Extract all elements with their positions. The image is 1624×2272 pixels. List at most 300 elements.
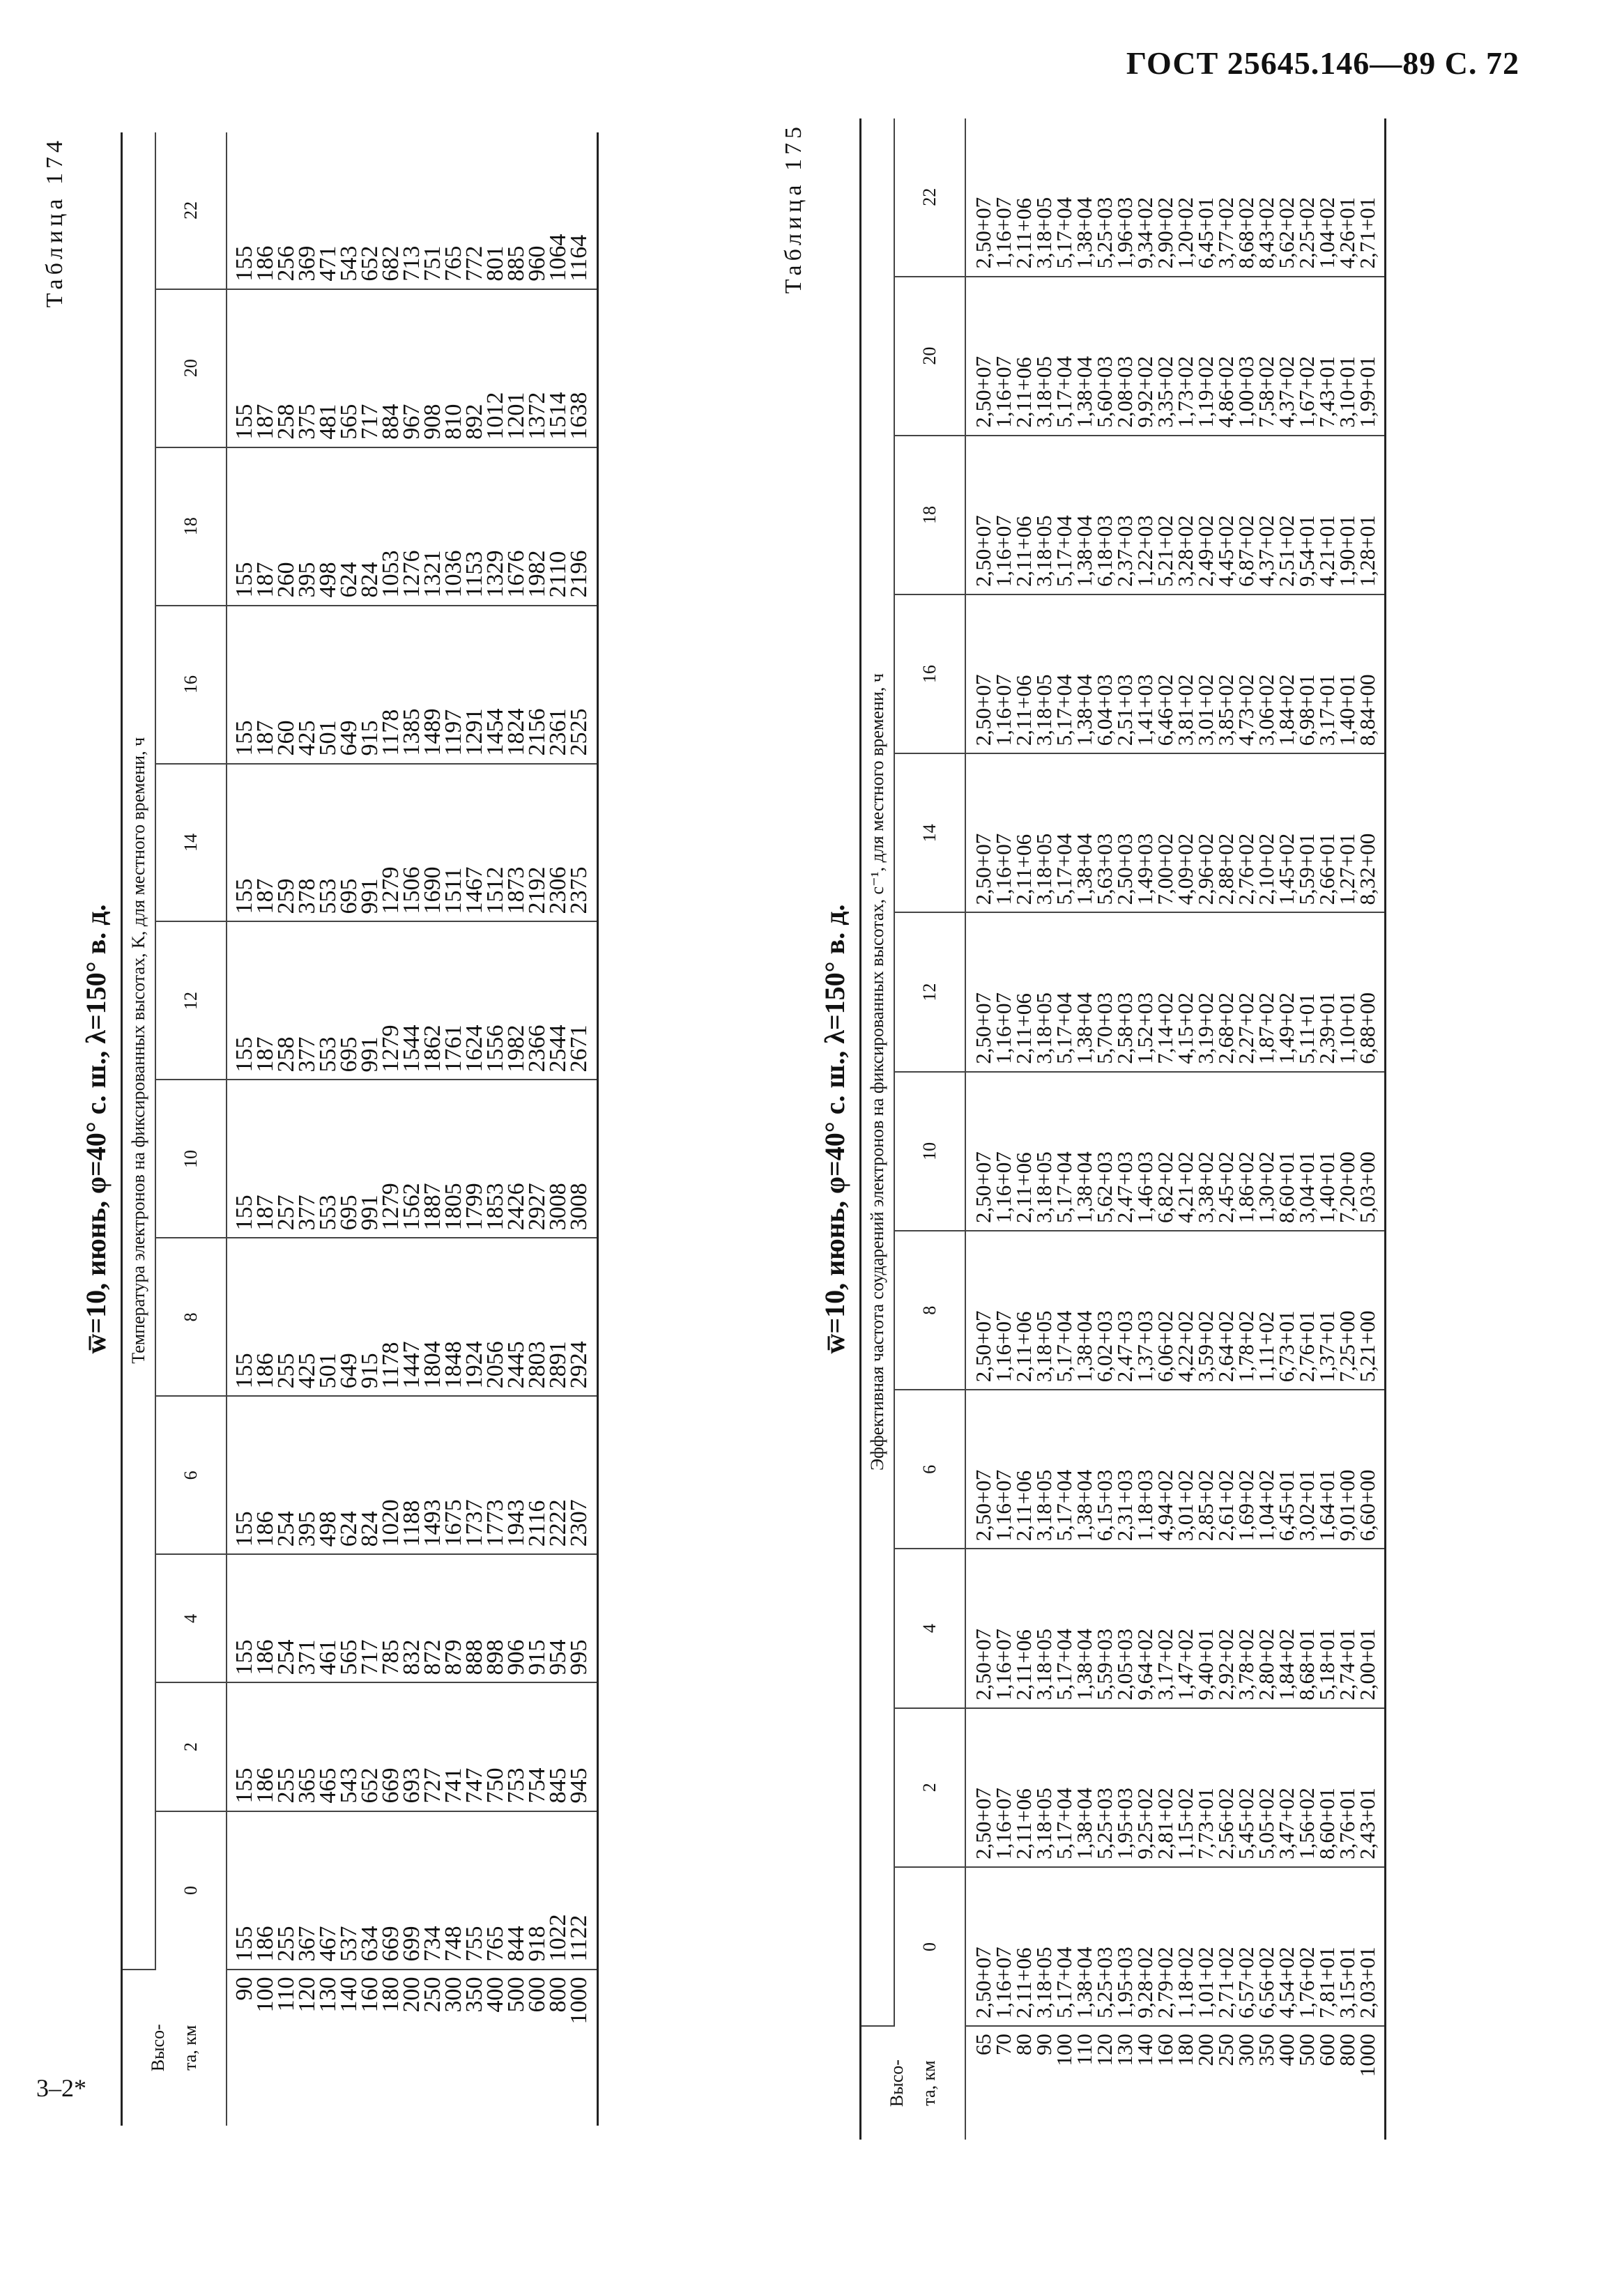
table-cell: 1,96+03 <box>1112 197 1137 269</box>
table-cell: 1,16+07 <box>991 1628 1016 1701</box>
table-cell: 1,38+04 <box>1072 515 1096 588</box>
table-cell: 2,11+06 <box>1011 1152 1036 1223</box>
table-cell: 461 <box>315 1639 341 1675</box>
table-cell: 187 <box>252 720 278 756</box>
table-175-block <box>777 118 1537 2140</box>
table-cell: 2,81+02 <box>1153 1788 1177 1859</box>
table-cell: 5,17+04 <box>1052 197 1076 269</box>
table-cell: 4,09+02 <box>1173 833 1197 905</box>
time-column-header: 4 <box>894 1549 965 1707</box>
table-cell: 915 <box>357 1353 383 1389</box>
table-cell: 367 <box>294 1926 320 1962</box>
table-cell: 2,56+02 <box>1213 1788 1238 1859</box>
table-cell: 991 <box>357 1195 383 1231</box>
table-cell: 8,32+00 <box>1355 833 1379 905</box>
table-cell: 255 <box>273 1767 299 1804</box>
table-cell: 6,87+02 <box>1234 515 1258 588</box>
table-cell: 906 <box>503 1639 529 1675</box>
table-cell: 2,58+03 <box>1112 992 1137 1064</box>
table-title: w̅=10, июнь, φ=40° с. ш., λ=150° в. д. <box>80 904 112 1354</box>
table-cell: 553 <box>315 1036 341 1073</box>
table-cell: 2116 <box>524 1500 550 1547</box>
table-cell: 755 <box>461 1926 487 1962</box>
table-cell: 258 <box>273 1036 299 1073</box>
table-cell: 2361 <box>545 708 571 756</box>
page-mark: 3–2* <box>36 2074 86 2102</box>
value-column <box>965 912 1386 1071</box>
table-cell: 1943 <box>503 1499 529 1547</box>
height-value: 800 <box>545 1977 571 2013</box>
table-cell: 2,85+02 <box>1193 1469 1218 1542</box>
table-number: Таблица 174 <box>42 137 68 308</box>
table-cell: 4,21+02 <box>1173 1151 1197 1223</box>
table-cell: 4,54+02 <box>1274 1947 1299 2019</box>
table-cell: 5,25+03 <box>1092 1947 1117 2019</box>
height-value: 1000 <box>566 1977 592 2025</box>
table-cell: 3008 <box>566 1183 592 1231</box>
table-cell: 1,19+02 <box>1193 356 1218 428</box>
table-cell: 1178 <box>378 709 404 756</box>
value-column <box>227 1811 598 1970</box>
table-cell: 2927 <box>524 1183 550 1231</box>
table-cell: 693 <box>399 1767 424 1804</box>
table-cell: 481 <box>315 404 341 440</box>
table-cell: 257 <box>273 1195 299 1231</box>
table-cell: 2,51+02 <box>1274 515 1299 588</box>
height-value: 400 <box>482 1977 508 2013</box>
table-cell: 1,38+04 <box>1072 197 1096 269</box>
value-column <box>227 1682 598 1811</box>
table-cell: 155 <box>231 404 257 440</box>
table-cell: 3,18+05 <box>1032 1628 1056 1701</box>
table-cell: 9,01+00 <box>1335 1469 1359 1542</box>
table-cell: 1012 <box>482 392 508 440</box>
table-cell: 2,50+07 <box>971 833 995 905</box>
table-cell: 2,00+01 <box>1355 1628 1379 1701</box>
table-cell: 3,47+02 <box>1274 1788 1299 1859</box>
table-cell: 2,11+06 <box>1011 1311 1036 1383</box>
table-cell: 8,43+02 <box>1254 197 1278 269</box>
table-cell: 1,38+04 <box>1072 1628 1096 1701</box>
table-cell: 371 <box>294 1639 320 1675</box>
table-cell: 991 <box>357 1036 383 1073</box>
table-cell: 7,20+00 <box>1335 1151 1359 1223</box>
table-cell: 365 <box>294 1767 320 1804</box>
height-value: 120 <box>294 1977 320 2013</box>
table-cell: 1,52+03 <box>1133 992 1157 1064</box>
table-cell: 4,15+02 <box>1173 992 1197 1064</box>
table-cell: 8,60+01 <box>1315 1788 1339 1859</box>
value-column <box>227 447 598 606</box>
table-cell: 2,27+02 <box>1234 992 1258 1064</box>
table-cell: 5,25+03 <box>1092 1788 1117 1859</box>
time-column-header: 10 <box>894 1072 965 1231</box>
value-column <box>227 1238 598 1396</box>
table-cell: 2192 <box>524 866 550 914</box>
table-cell: 1,27+01 <box>1335 833 1359 905</box>
table-cell: 5,21+02 <box>1153 515 1177 588</box>
table-cell: 4,26+01 <box>1335 197 1359 269</box>
table-cell: 3,04+01 <box>1294 1151 1319 1223</box>
table-cell: 155 <box>231 1353 257 1389</box>
table-cell: 2525 <box>566 708 592 756</box>
table-cell: 187 <box>252 404 278 440</box>
table-cell: 967 <box>399 404 424 440</box>
height-value: 350 <box>1254 2034 1278 2066</box>
table-cell: 2156 <box>524 708 550 756</box>
table-cell: 1,15+02 <box>1173 1788 1197 1859</box>
table-cell: 1022 <box>545 1914 571 1962</box>
table-cell: 3,18+05 <box>1032 197 1056 269</box>
table-cell: 717 <box>357 1639 383 1675</box>
table-cell: 2,11+06 <box>1011 357 1036 428</box>
table-cell: 471 <box>315 245 341 282</box>
table-cell: 2426 <box>503 1183 529 1231</box>
table-cell: 2,71+01 <box>1355 197 1379 269</box>
table-cell: 1624 <box>461 1024 487 1073</box>
table-cell: 2,68+02 <box>1213 992 1238 1064</box>
value-column <box>227 132 598 289</box>
table-cell: 2,74+01 <box>1335 1628 1359 1701</box>
table-cell: 2924 <box>566 1341 592 1389</box>
height-value: 400 <box>1274 2034 1299 2066</box>
table-cell: 2,10+02 <box>1254 833 1278 905</box>
table-cell: 6,18+03 <box>1092 515 1117 588</box>
table-cell: 1,99+01 <box>1355 356 1379 428</box>
table-cell: 995 <box>566 1639 592 1675</box>
table-cell: 543 <box>336 1767 362 1804</box>
table-cell: 5,17+04 <box>1052 1628 1076 1701</box>
table-cell: 898 <box>482 1639 508 1675</box>
time-column-header: 18 <box>155 447 227 606</box>
time-column-header: 0 <box>894 1867 965 2026</box>
table-cell: 1,84+02 <box>1274 1628 1299 1701</box>
table-cell: 1,78+02 <box>1234 1310 1258 1383</box>
table-cell: 254 <box>273 1511 299 1547</box>
height-value: 110 <box>273 1977 299 2012</box>
table-cell: 785 <box>378 1639 404 1675</box>
table-cell: 2,45+02 <box>1213 1151 1238 1223</box>
table-cell: 3,35+02 <box>1153 356 1177 428</box>
table-cell: 369 <box>294 245 320 282</box>
table-cell: 5,60+03 <box>1092 356 1117 428</box>
table-cell: 4,21+01 <box>1315 515 1339 588</box>
table-cell: 155 <box>231 1767 257 1804</box>
table-cell: 2375 <box>566 866 592 914</box>
height-value: 600 <box>1315 2034 1339 2066</box>
table-cell: 2196 <box>566 550 592 598</box>
table-cell: 467 <box>315 1926 341 1962</box>
table-cell: 915 <box>524 1639 550 1675</box>
table-cell: 395 <box>294 562 320 598</box>
table-cell: 1,41+03 <box>1133 674 1157 746</box>
table-cell: 2803 <box>524 1341 550 1389</box>
table-cell: 255 <box>273 1353 299 1389</box>
table-cell: 1329 <box>482 550 508 598</box>
table-cell: 9,34+02 <box>1133 197 1157 269</box>
table-cell: 695 <box>336 878 362 914</box>
page-header: ГОСТ 25645.146—89 С. 72 <box>1126 45 1519 81</box>
table-cell: 1,38+04 <box>1072 1947 1096 2019</box>
table-cell: 3,18+05 <box>1032 356 1056 428</box>
table-caption: Эффективная частота соударений электронов на фиксированных высотах, с⁻¹, для местного времени, ч <box>861 118 895 2026</box>
table-cell: 1,16+07 <box>991 992 1016 1064</box>
table-cell: 824 <box>357 562 383 598</box>
table-cell: 5,63+03 <box>1092 833 1117 905</box>
table-cell: 751 <box>420 245 445 282</box>
table-cell: 3,18+05 <box>1032 515 1056 588</box>
table-cell: 695 <box>336 1036 362 1073</box>
table-cell: 1201 <box>503 392 529 440</box>
table-cell: 2,47+03 <box>1112 1151 1137 1223</box>
value-column <box>965 436 1386 594</box>
table-cell: 1,16+07 <box>991 197 1016 269</box>
table-cell: 5,70+03 <box>1092 992 1117 1064</box>
height-value: 200 <box>1193 2034 1218 2066</box>
table-cell: 918 <box>524 1926 550 1962</box>
table-cell: 1,04+02 <box>1315 197 1339 269</box>
time-column-header: 6 <box>155 1396 227 1554</box>
table-cell: 845 <box>545 1767 571 1804</box>
table-cell: 1467 <box>461 866 487 914</box>
table-cell: 186 <box>252 1639 278 1675</box>
table-cell: 3,18+05 <box>1032 1151 1056 1223</box>
table-cell: 1036 <box>441 550 466 598</box>
table-cell: 187 <box>252 1195 278 1231</box>
height-value: 180 <box>1173 2034 1197 2066</box>
table-cell: 155 <box>231 1036 257 1073</box>
table-cell: 1489 <box>420 708 445 756</box>
table-cell: 2,11+06 <box>1011 993 1036 1064</box>
table-cell: 187 <box>252 1036 278 1073</box>
time-column-header: 12 <box>894 912 965 1071</box>
table-cell: 884 <box>378 404 404 440</box>
table-cell: 2,11+06 <box>1011 1629 1036 1701</box>
table-cell: 4,45+02 <box>1213 515 1238 588</box>
table-cell: 2,92+02 <box>1213 1628 1238 1701</box>
value-column <box>227 606 598 764</box>
table-number: Таблица 175 <box>781 123 806 294</box>
table-cell: 5,03+00 <box>1355 1151 1379 1223</box>
table-cell: 425 <box>294 1353 320 1389</box>
table-cell: 1279 <box>378 866 404 914</box>
time-column-header: 8 <box>155 1238 227 1396</box>
table-cell: 2,50+07 <box>971 515 995 588</box>
table-cell: 2,11+06 <box>1011 1947 1036 2019</box>
height-value: 500 <box>1294 2034 1319 2066</box>
table-cell: 1,56+02 <box>1294 1788 1319 1859</box>
table-cell: 5,59+03 <box>1092 1628 1117 1701</box>
table-cell: 748 <box>441 1926 466 1962</box>
table-cell: 5,62+02 <box>1274 197 1299 269</box>
table-cell: 5,17+04 <box>1052 515 1076 588</box>
table-cell: 501 <box>315 720 341 756</box>
table-cell: 1,47+02 <box>1173 1628 1197 1701</box>
table-cell: 954 <box>545 1639 571 1675</box>
table-cell: 810 <box>441 404 466 440</box>
table-cell: 5,17+04 <box>1052 1947 1076 2019</box>
table-cell: 832 <box>399 1639 424 1675</box>
table-cell: 465 <box>315 1767 341 1804</box>
table-cell: 9,92+02 <box>1133 356 1157 428</box>
height-values <box>227 1970 598 2126</box>
table-cell: 1291 <box>461 708 487 756</box>
table-cell: 3,06+02 <box>1254 674 1278 746</box>
height-value: 160 <box>1153 2034 1177 2066</box>
table-cell: 1,86+02 <box>1234 1151 1258 1223</box>
time-column-header: 14 <box>155 764 227 922</box>
table-cell: 1,64+01 <box>1315 1469 1339 1542</box>
table-cell: 3,19+02 <box>1193 992 1218 1064</box>
table-cell: 991 <box>357 878 383 914</box>
table-cell: 1493 <box>420 1499 445 1547</box>
table-cell: 1385 <box>399 708 424 756</box>
value-column <box>965 1231 1386 1390</box>
value-column <box>227 1554 598 1682</box>
table-cell: 5,05+02 <box>1254 1788 1278 1859</box>
table-cell: 187 <box>252 878 278 914</box>
table-cell: 2,50+07 <box>971 1947 995 2019</box>
table-cell: 1,30+02 <box>1254 1151 1278 1223</box>
table-cell: 7,81+01 <box>1315 1947 1339 2019</box>
table-cell: 2,88+02 <box>1213 833 1238 905</box>
table-cell: 1372 <box>524 392 550 440</box>
table-cell: 1737 <box>461 1499 487 1547</box>
value-column <box>965 753 1386 912</box>
table-cell: 7,73+01 <box>1193 1788 1218 1859</box>
table-cell: 1761 <box>441 1024 466 1073</box>
table-cell: 1447 <box>399 1341 424 1389</box>
table-cell: 4,22+02 <box>1173 1310 1197 1383</box>
table-cell: 1,18+03 <box>1133 1469 1157 1542</box>
time-column-header: 20 <box>155 289 227 447</box>
table-cell: 5,17+04 <box>1052 1151 1076 1223</box>
table-cell: 1279 <box>378 1183 404 1231</box>
table-cell: 155 <box>231 245 257 282</box>
value-column <box>965 118 1386 277</box>
table-cell: 2,50+07 <box>971 197 995 269</box>
table-cell: 2307 <box>566 1499 592 1547</box>
table-cell: 1153 <box>461 551 487 598</box>
table-cell: 2,31+03 <box>1112 1469 1137 1542</box>
table-cell: 260 <box>273 562 299 598</box>
table-cell: 5,17+04 <box>1052 674 1076 746</box>
table-174-block <box>38 132 735 2126</box>
height-value: 140 <box>336 1977 362 2013</box>
table-cell: 1638 <box>566 392 592 440</box>
table-cell: 1454 <box>482 708 508 756</box>
table-cell: 4,37+02 <box>1274 356 1299 428</box>
table-cell: 8,60+01 <box>1274 1151 1299 1223</box>
table-cell: 1676 <box>503 550 529 598</box>
table-cell: 669 <box>378 1767 404 1804</box>
table-cell: 892 <box>461 404 487 440</box>
table-cell: 259 <box>273 878 299 914</box>
table-cell: 1,69+02 <box>1234 1469 1258 1542</box>
table-cell: 2,11+06 <box>1011 1788 1036 1859</box>
table-cell: 772 <box>461 245 487 282</box>
table-cell: 2671 <box>566 1024 592 1073</box>
table-cell: 727 <box>420 1767 445 1804</box>
table-cell: 2,96+02 <box>1193 833 1218 905</box>
table-cell: 2110 <box>545 551 571 598</box>
table-cell: 1,18+02 <box>1173 1947 1197 2019</box>
table-cell: 1853 <box>482 1183 508 1231</box>
height-value: 140 <box>1133 2034 1157 2066</box>
table-cell: 1,37+03 <box>1133 1310 1157 1383</box>
table-cell: 2222 <box>545 1499 571 1547</box>
table-cell: 378 <box>294 878 320 914</box>
value-column <box>965 594 1386 753</box>
table-cell: 186 <box>252 1353 278 1389</box>
table-cell: 1982 <box>524 550 550 598</box>
table-cell: 1799 <box>461 1183 487 1231</box>
table-cell: 6,46+02 <box>1153 674 1177 746</box>
height-column-header: Высо- та, км <box>122 1970 227 2126</box>
table-cell: 1178 <box>378 1342 404 1389</box>
value-column <box>965 1549 1386 1707</box>
height-value: 500 <box>503 1977 529 2013</box>
height-value: 180 <box>378 1977 404 2013</box>
table-cell: 2,05+03 <box>1112 1628 1137 1701</box>
table-cell: 186 <box>252 1767 278 1804</box>
table-cell: 1276 <box>399 550 424 598</box>
table-cell: 6,57+02 <box>1234 1947 1258 2019</box>
table-cell: 3,77+02 <box>1213 197 1238 269</box>
table-cell: 3,38+02 <box>1193 1151 1218 1223</box>
table-cell: 652 <box>357 1767 383 1804</box>
table-cell: 2,76+01 <box>1294 1310 1319 1383</box>
table-cell: 2,11+06 <box>1011 1470 1036 1542</box>
table-cell: 3,10+01 <box>1335 356 1359 428</box>
table-cell: 3,18+05 <box>1032 1469 1056 1542</box>
table-cell: 5,17+04 <box>1052 1469 1076 1542</box>
table-cell: 425 <box>294 720 320 756</box>
table-cell: 1164 <box>566 234 592 282</box>
table-cell: 1,40+01 <box>1315 1151 1339 1223</box>
table-cell: 1,95+03 <box>1112 1788 1137 1859</box>
table-cell: 6,60+00 <box>1355 1469 1379 1542</box>
table-cell: 6,04+03 <box>1092 674 1117 746</box>
value-column <box>965 1072 1386 1231</box>
table-cell: 3,18+05 <box>1032 1788 1056 1859</box>
table-cell: 1,16+07 <box>991 1788 1016 1859</box>
table-cell: 6,73+01 <box>1274 1310 1299 1383</box>
table-cell: 155 <box>231 1639 257 1675</box>
height-values <box>965 2026 1386 2140</box>
table-cell: 3,18+05 <box>1032 1947 1056 2019</box>
table-cell: 765 <box>441 245 466 282</box>
table-cell: 652 <box>357 245 383 282</box>
table-cell: 3,81+02 <box>1173 674 1197 746</box>
table-cell: 1,38+04 <box>1072 1788 1096 1859</box>
table-cell: 1,16+07 <box>991 1310 1016 1383</box>
value-column <box>965 1867 1386 2026</box>
table-cell: 255 <box>273 1926 299 1962</box>
table-cell: 8,84+00 <box>1355 674 1379 746</box>
table-cell: 5,17+04 <box>1052 356 1076 428</box>
table-cell: 1982 <box>503 1024 529 1073</box>
table-cell: 1804 <box>420 1341 445 1389</box>
table-cell: 5,59+01 <box>1294 833 1319 905</box>
table-cell: 1506 <box>399 866 424 914</box>
table-cell: 260 <box>273 720 299 756</box>
table-cell: 1,45+02 <box>1274 833 1299 905</box>
table-cell: 1020 <box>378 1499 404 1547</box>
table-cell: 1,16+07 <box>991 833 1016 905</box>
table-cell: 2,25+02 <box>1294 197 1319 269</box>
table-cell: 713 <box>399 245 424 282</box>
